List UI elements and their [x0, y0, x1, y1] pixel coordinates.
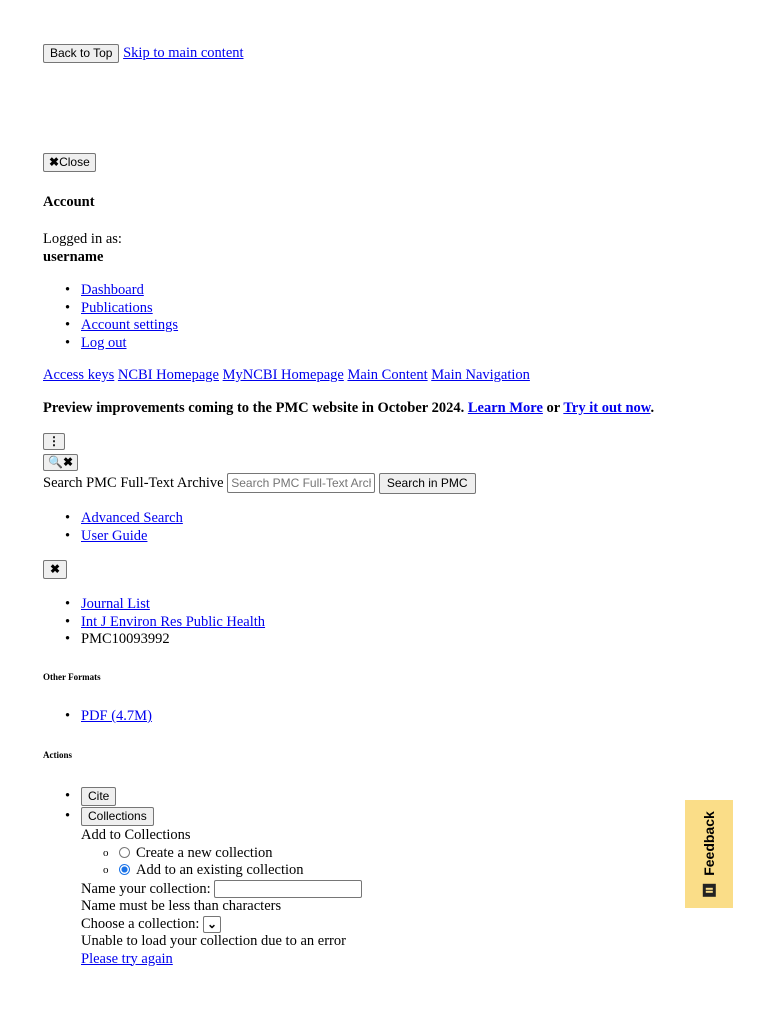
create-new-label: Create a new collection — [136, 844, 273, 861]
search-link-item — [43, 528, 343, 546]
search-toggle-button[interactable] — [43, 454, 78, 471]
search-icon: 🔍 — [48, 455, 63, 469]
close-icon: ✖ — [49, 155, 60, 169]
more-menu-button[interactable] — [43, 433, 65, 450]
other-formats-list — [43, 708, 343, 726]
journal-link[interactable]: Int J Environ Res Public Health — [81, 613, 266, 630]
other-formats-heading: Other Formats — [43, 672, 101, 682]
account-menu-item — [43, 300, 343, 318]
collection-name-input[interactable] — [214, 880, 362, 898]
breadcrumb-item — [43, 631, 443, 649]
search-input[interactable] — [227, 473, 375, 493]
action-item — [43, 786, 543, 806]
close-label: Close — [59, 155, 90, 169]
notice-period: . — [650, 400, 655, 416]
name-collection-label: Name your collection: — [81, 880, 211, 897]
user-guide-link[interactable]: User Guide — [81, 527, 148, 544]
choose-collection-row — [81, 916, 543, 934]
close-search-button[interactable] — [43, 560, 67, 579]
create-new-radio[interactable] — [119, 847, 130, 858]
feedback-label: Feedback — [701, 811, 717, 876]
ncbi-homepage-link[interactable]: NCBI Homepage — [117, 367, 219, 383]
account-menu-item — [43, 317, 343, 335]
myncbi-homepage-link[interactable]: MyNCBI Homepage — [222, 367, 344, 383]
skip-to-main-link[interactable]: Skip to main content — [123, 45, 244, 61]
choose-collection-label: Choose a collection: — [81, 915, 200, 932]
feedback-button[interactable] — [685, 800, 733, 908]
collection-options — [81, 845, 543, 880]
breadcrumb-item — [43, 596, 443, 614]
access-keys-link[interactable]: Access keys — [43, 367, 115, 383]
collections-panel — [81, 827, 543, 968]
search-links — [43, 510, 343, 545]
action-item — [43, 806, 543, 968]
collection-error: Unable to load your collection due to an error — [81, 933, 346, 949]
feedback-icon — [703, 884, 716, 897]
publications-link[interactable]: Publications — [81, 299, 153, 316]
collections-button[interactable]: Collections — [81, 807, 154, 826]
collection-option — [81, 862, 543, 880]
accessibility-nav — [43, 367, 530, 384]
add-to-collections-label: Add to Collections — [81, 827, 191, 843]
account-heading: Account — [43, 194, 95, 210]
pdf-link[interactable]: PDF (4.7M) — [81, 708, 152, 724]
main-content-link[interactable]: Main Content — [347, 367, 428, 383]
name-collection-row — [81, 880, 543, 899]
advanced-search-link[interactable]: Advanced Search — [81, 510, 183, 526]
breadcrumb — [43, 596, 443, 649]
notice-text: Preview improvements coming to the PMC website in October 2024. — [43, 400, 465, 416]
close-icon: ✖ — [50, 562, 61, 576]
preview-notice — [43, 400, 654, 417]
log-out-link[interactable]: Log out — [81, 334, 127, 351]
search-button[interactable]: Search in PMC — [379, 473, 476, 494]
chevron-down-icon: ⌄ — [207, 916, 218, 931]
account-menu — [43, 282, 343, 352]
try-it-link[interactable]: Try it out now — [563, 400, 651, 416]
actions-list — [43, 786, 543, 968]
notice-or: or — [546, 400, 560, 416]
format-item — [43, 708, 343, 726]
search-link-item — [43, 510, 343, 528]
account-settings-link[interactable]: Account settings — [81, 317, 179, 333]
main-navigation-link[interactable]: Main Navigation — [431, 367, 530, 383]
collection-option — [81, 845, 543, 863]
actions-heading: Actions — [43, 750, 72, 760]
add-existing-radio[interactable] — [119, 864, 130, 875]
close-icon: ✖ — [62, 455, 74, 469]
dashboard-link[interactable]: Dashboard — [81, 282, 144, 298]
collection-select[interactable] — [203, 916, 221, 933]
add-existing-label: Add to an existing collection — [136, 862, 304, 878]
logged-in-label: Logged in as: — [43, 231, 122, 247]
journal-list-link[interactable]: Journal List — [81, 596, 150, 612]
breadcrumb-item — [43, 614, 443, 632]
close-button[interactable] — [43, 153, 96, 172]
back-to-top-button[interactable]: Back to Top — [43, 44, 119, 63]
vertical-dots-icon: ⋮ — [48, 434, 60, 448]
username: username — [43, 249, 104, 265]
account-menu-item — [43, 335, 343, 353]
name-hint: Name must be less than characters — [81, 898, 282, 914]
try-again-link[interactable]: Please try again — [81, 950, 173, 967]
cite-button[interactable]: Cite — [81, 787, 116, 806]
account-menu-item — [43, 282, 343, 300]
article-id: PMC10093992 — [81, 631, 170, 647]
learn-more-link[interactable]: Learn More — [467, 400, 543, 416]
search-bar — [43, 473, 476, 494]
search-label: Search PMC Full-Text Archive — [43, 475, 224, 491]
